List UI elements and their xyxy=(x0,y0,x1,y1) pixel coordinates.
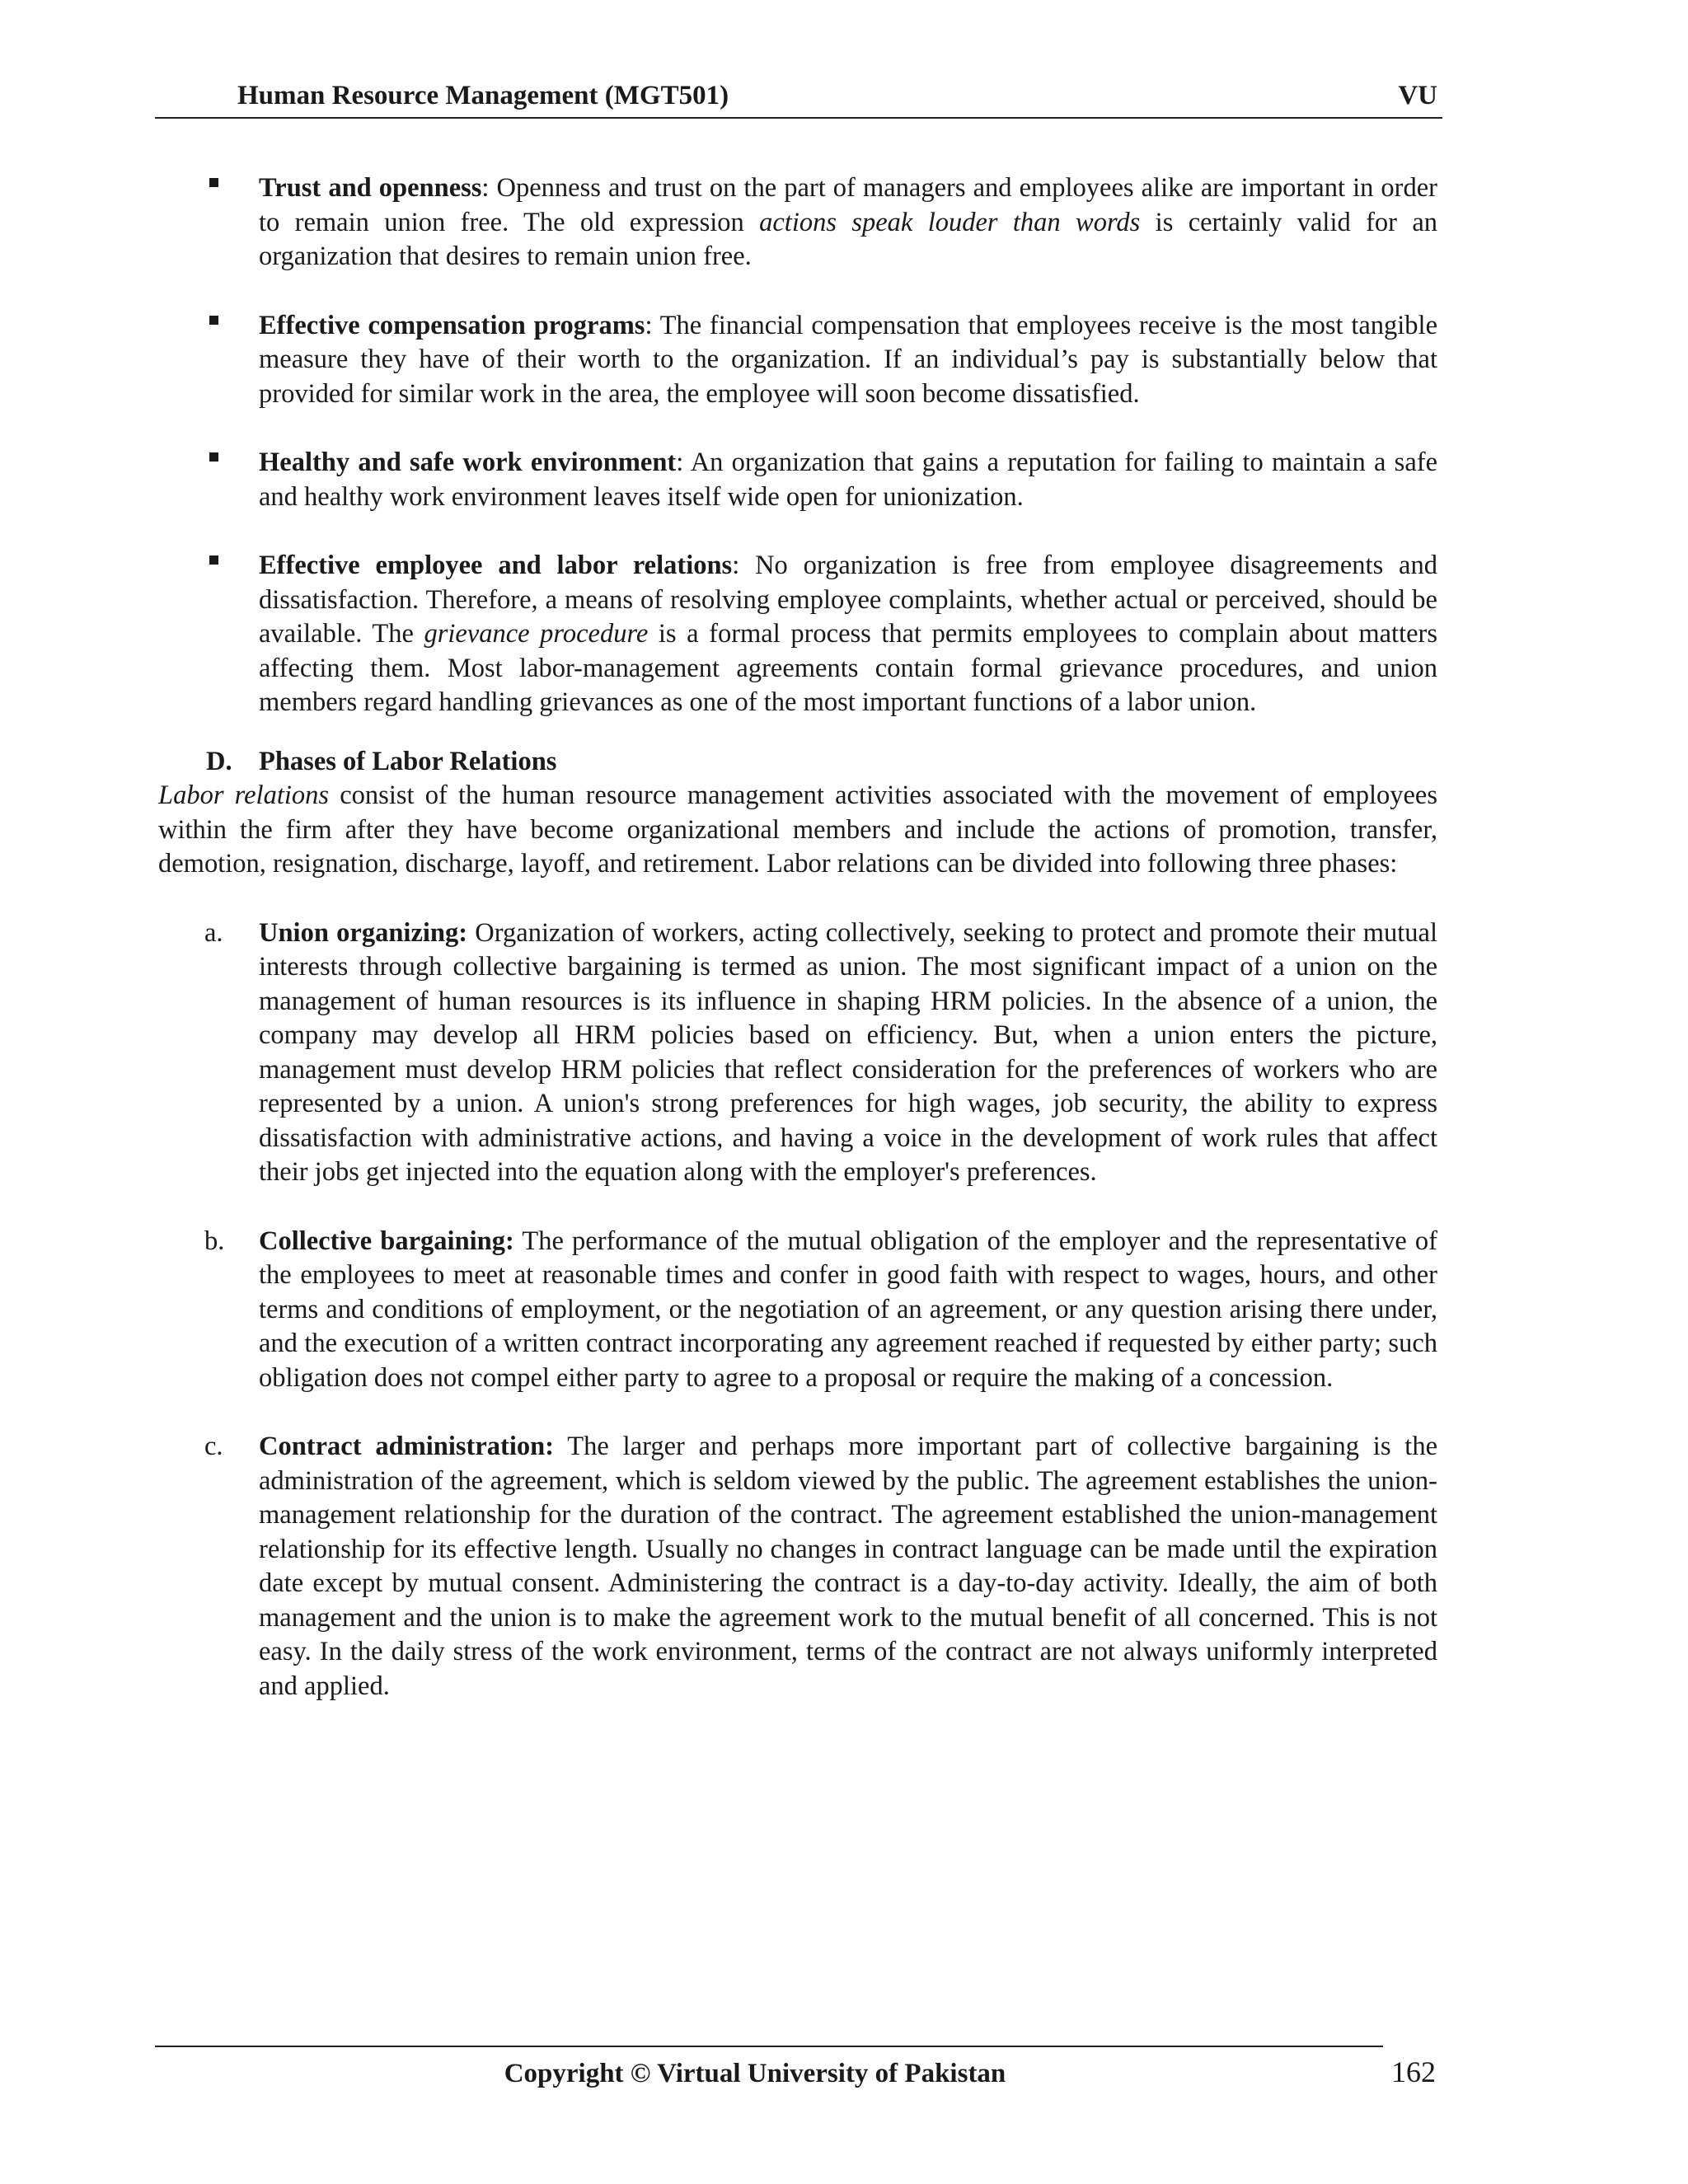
bullet-paragraph xyxy=(259,309,1437,412)
bullet-term: Effective compensation programs xyxy=(259,310,645,340)
bullet-paragraph xyxy=(259,446,1437,514)
square-bullet-icon xyxy=(209,316,218,325)
page-number: 162 xyxy=(1391,2055,1436,2088)
bullet-text: : Openness and trust on the part of managers and employees alike are important in order to remain union free. The old expression xyxy=(259,173,1437,237)
bullet-item xyxy=(158,549,1437,720)
square-bullet-icon xyxy=(209,555,218,565)
phase-text: The larger and perhaps more important part of collective bargaining is the administration of the agreement, which is seldom viewed by the public. The agreement establishes the union-management relationship for the duration of the contract. The agreement established the union-management relationship for its effective length. Usually no changes in contract language can be made until the expiration date except by mutual consent. Administering the contract is a day-to-day activity. Ideally, the aim of both management and the union is to make the agreement work to the mutual benefit of all concerned. This is not easy. In the daily stress of the work environment, terms of the contract are not always uniformly interpreted and applied. xyxy=(259,1432,1438,1701)
bullet-text: : No organization is free from employee disagreements and dissatisfaction. Therefore, a means of resolving employee complaints, whether actual or perceived, should be available. The xyxy=(259,551,1437,649)
section-heading xyxy=(158,745,1437,780)
bullet-item xyxy=(158,309,1437,412)
bullet-text: is a formal process that permits employees to complain about matters affecting them. Most labor-management agreements contain formal grievance procedures, and union members regard handling grievances as one of the most important functions of a labor union. xyxy=(259,619,1438,717)
phase-item xyxy=(158,1225,1437,1396)
phase-text: The performance of the mutual obligation of the employer and the representative of the employees to meet at reasonable times and confer in good faith with respect to wages, hours, and other terms and conditions of employment, or the negotiation of an agreement, or any question arising there under, and the execution of a written contract incorporating any agreement reached if requested by either party; such obligation does not compel either party to agree to a proposal or require the making of a concession. xyxy=(259,1226,1437,1393)
bullet-text: : An organization that gains a reputation for failing to maintain a safe and healthy work environment leaves itself wide open for unionization. xyxy=(259,448,1437,512)
intro-text: consist of the human resource management activities associated with the movement of employees within the firm after they have become organizational members and include the actions of promotion, transfer, demotion, resignation, discharge, layoff, and retirement. Labor relations can be divided into following three phases: xyxy=(158,780,1437,879)
bullet-item xyxy=(158,171,1437,274)
intro-term: Labor relations xyxy=(158,780,330,810)
phase-term: Collective bargaining: xyxy=(259,1226,514,1256)
bullet-item xyxy=(158,446,1437,514)
phase-item xyxy=(158,1430,1437,1704)
list-marker: a. xyxy=(204,917,223,948)
phase-paragraph xyxy=(259,916,1437,1190)
list-marker: b. xyxy=(204,1226,225,1256)
page-header xyxy=(155,79,1442,119)
square-bullet-icon xyxy=(209,452,218,462)
section-letter: D. xyxy=(206,746,232,776)
section-title: Phases of Labor Relations xyxy=(259,746,557,776)
bullet-term: Effective employee and labor relations xyxy=(259,551,733,580)
phase-paragraph xyxy=(259,1430,1437,1704)
bullet-text: is certainly valid for an organization that desires to remain union free. xyxy=(259,207,1437,271)
phase-term: Contract administration: xyxy=(259,1432,555,1461)
italic-phrase: actions speak louder than words xyxy=(759,207,1141,237)
institution-short-name: VU xyxy=(1398,81,1437,110)
section-intro-paragraph xyxy=(158,779,1437,882)
copyright-notice: Copyright © Virtual University of Pakistan xyxy=(504,2059,1006,2088)
page-content xyxy=(158,171,1437,1738)
bullet-paragraph xyxy=(259,549,1437,720)
phase-text: Organization of workers, acting collectively, seeking to protect and promote their mutual interests through collective bargaining is termed as union. The most significant impact of a union on the management of human resources is its influence in shaping HRM policies. In the absence of a union, the company may develop all HRM policies based on efficiency. But, when a union enters the picture, management must develop HRM policies that reflect consideration for the preferences of workers who are represented by a union. A union's strong preferences for high wages, job security, the ability to express dissatisfaction with administrative actions, and having a voice in the development of work rules that affect their jobs get injected into the equation along with the employer's preferences. xyxy=(259,917,1437,1187)
course-title: Human Resource Management (MGT501) xyxy=(237,81,729,110)
bullet-paragraph xyxy=(259,171,1437,274)
phase-item xyxy=(158,916,1437,1190)
phase-paragraph xyxy=(259,1225,1437,1396)
footer-divider xyxy=(155,2046,1383,2047)
square-bullet-icon xyxy=(209,178,218,187)
bullet-term: Healthy and safe work environment xyxy=(259,448,677,477)
italic-phrase: grievance procedure xyxy=(424,619,649,649)
phase-term: Union organizing: xyxy=(259,917,468,948)
bullet-term: Trust and openness xyxy=(259,173,482,203)
list-marker: c. xyxy=(204,1432,223,1461)
bullet-text: : The financial compensation that employees receive is the most tangible measure they have of their worth to the organization. If an individual’s pay is substantially below that provided for similar work in the area, the employee will soon become dissatisfied. xyxy=(259,310,1438,409)
